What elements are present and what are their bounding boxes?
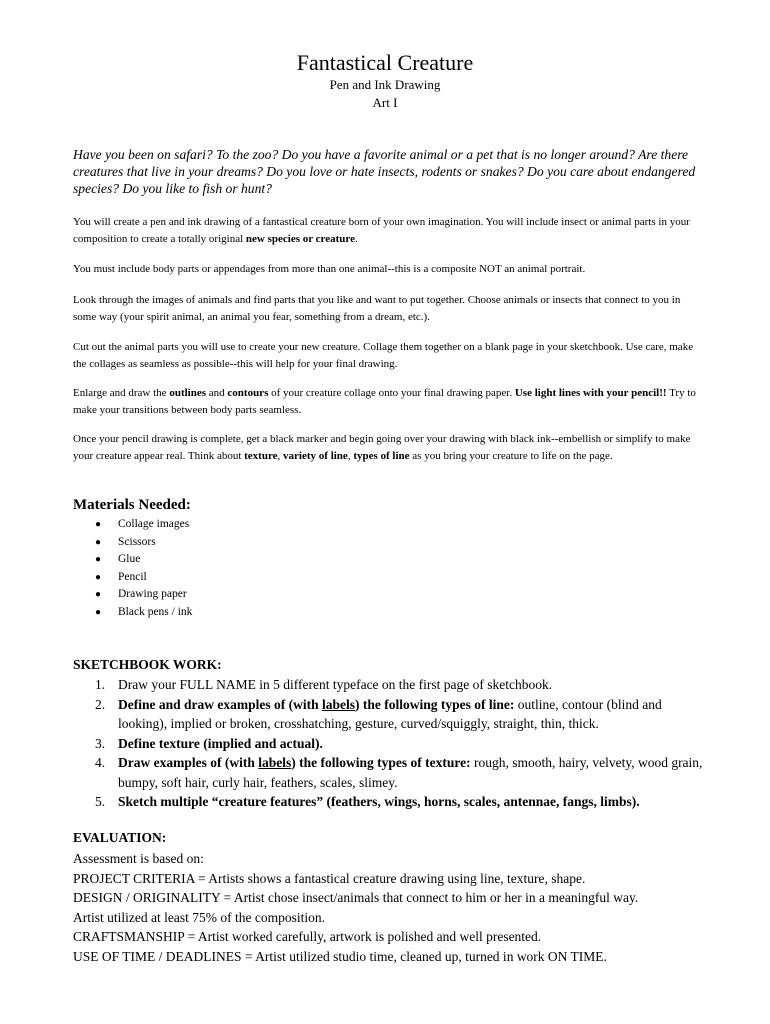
bold-segment: Draw examples of (with — [118, 755, 259, 770]
paragraph-composite: You must include body parts or appendages from more than one animal--this is a composite NOT an animal portrait. — [73, 263, 586, 275]
list-number: 1. — [95, 677, 106, 692]
bold-segment: Define and draw examples of (with — [118, 696, 322, 712]
text-segment: outline, contour (blind and looking), implied or broken, crosshatching, gesture, curved/squiggly, straight, thin, thick. — [118, 696, 662, 731]
list-item: ● Collage images — [95, 516, 192, 534]
bold-segment: new species or creature — [245, 232, 355, 245]
bold-segment: texture — [244, 449, 278, 462]
materials-heading: Materials Needed: — [73, 497, 191, 513]
materials-list — [95, 516, 192, 621]
list-item: ● Black pens / ink — [95, 604, 192, 622]
list-number: 3. — [95, 735, 106, 751]
text-segment: , — [277, 449, 284, 462]
evaluation-line: DESIGN / ORIGINALITY = Artist chose insect/animals that connect to him or her in a meaningful way. — [73, 890, 639, 905]
text-segment: as you bring your creature to life on the page. — [409, 449, 613, 462]
text-segment: rough, smooth, hairy, velvety, wood grain, bumpy, soft hair, curly hair, feathers, scales, slimey. — [118, 755, 703, 790]
evaluation-line: PROJECT CRITERIA = Artists shows a fantastical creature drawing using line, texture, shape. — [73, 870, 586, 886]
evaluation-criteria — [73, 849, 713, 966]
bold-segment: ) the following types of line: — [355, 696, 515, 712]
paragraph-images: Look through the images of animals and find parts that you like and want to put together. Choose animals or insects that connect to you in some way (your spirit animal, an animal you fear, something from a dream, etc.). — [73, 294, 681, 323]
list-item: ● Drawing paper — [95, 586, 192, 604]
class-name: Art I — [372, 95, 398, 110]
intro-questions: Have you been on safari? To the zoo? Do you have a favorite animal or a pet that is no longer around? Are there creatures that live in your dreams? Do you love or hate insects, rodents or snakes? Do you care about endangered species? Do you like to fish or hunt? — [73, 147, 696, 196]
paragraph-collage: Cut out the animal parts you will use to create your new creature. Collage them together on a blank page in your sketchbook. Use care, make the collages as seamless as possible--this will help for your final drawing. — [73, 341, 694, 370]
list-item — [95, 675, 705, 695]
sketchbook-list — [95, 675, 705, 812]
list-item: ● Glue — [95, 551, 192, 569]
text-segment: . — [354, 232, 358, 245]
bold-segment: variety of line — [283, 449, 348, 462]
text-segment: Enlarge and draw the — [73, 387, 170, 399]
text-segment: and — [206, 387, 228, 399]
page-title: Fantastical Creature — [296, 50, 474, 75]
text-segment: Once your pencil drawing is complete, get a black marker and begin going over your drawing with black ink--embellish or simplify to make your creature appear real. Think about — [73, 433, 691, 462]
underlined-segment: labels — [258, 755, 292, 770]
bold-segment: outlines — [169, 387, 207, 399]
sketchbook-heading: SKETCHBOOK WORK: — [73, 657, 222, 672]
bold-segment: Use light lines with your pencil!! — [514, 387, 667, 399]
bold-segment: Sketch multiple “creature features” (feathers, wings, horns, scales, antennae, fangs, limbs). — [118, 794, 640, 809]
evaluation-line: CRAFTSMANSHIP = Artist worked carefully, artwork is polished and well presented. — [73, 929, 542, 944]
list-item — [95, 734, 705, 754]
evaluation-line: Assessment is based on: — [73, 851, 204, 866]
list-number: 5. — [95, 794, 106, 809]
bold-segment: contours — [227, 387, 269, 399]
text-segment: Try to make your transitions between body parts seamless. — [73, 387, 696, 416]
list-text: Draw your FULL NAME in 5 different typeface on the first page of sketchbook. — [118, 677, 553, 692]
list-item: ● Scissors — [95, 534, 192, 552]
list-item — [95, 695, 705, 734]
list-number: 4. — [95, 755, 106, 770]
paragraph-create — [73, 214, 703, 247]
paragraph-ink — [73, 431, 703, 464]
text-segment: , — [347, 449, 354, 462]
paragraph-enlarge — [73, 385, 703, 418]
bold-segment: types of line — [353, 449, 410, 462]
bold-segment: Define texture (implied and actual). — [118, 735, 323, 751]
page-subtitle: Pen and Ink Drawing — [329, 77, 441, 92]
list-item — [95, 753, 705, 792]
evaluation-line: Artist utilized at least 75% of the composition. — [73, 909, 325, 925]
bold-segment: ) the following types of texture: — [291, 755, 471, 770]
list-number: 2. — [95, 696, 106, 712]
text-segment: You will create a pen and ink drawing of a fantastical creature born of your own imagination. You will include insect or animal parts in your composition to create a totally original — [73, 216, 690, 245]
evaluation-line: USE OF TIME / DEADLINES = Artist utilized studio time, cleaned up, turned in work ON TIME. — [73, 948, 607, 964]
evaluation-heading: EVALUATION: — [73, 830, 167, 845]
text-segment: of your creature collage onto your final drawing paper. — [268, 387, 515, 399]
list-item: ● Pencil — [95, 569, 192, 587]
underlined-segment: labels — [322, 696, 356, 712]
list-item — [95, 792, 705, 812]
